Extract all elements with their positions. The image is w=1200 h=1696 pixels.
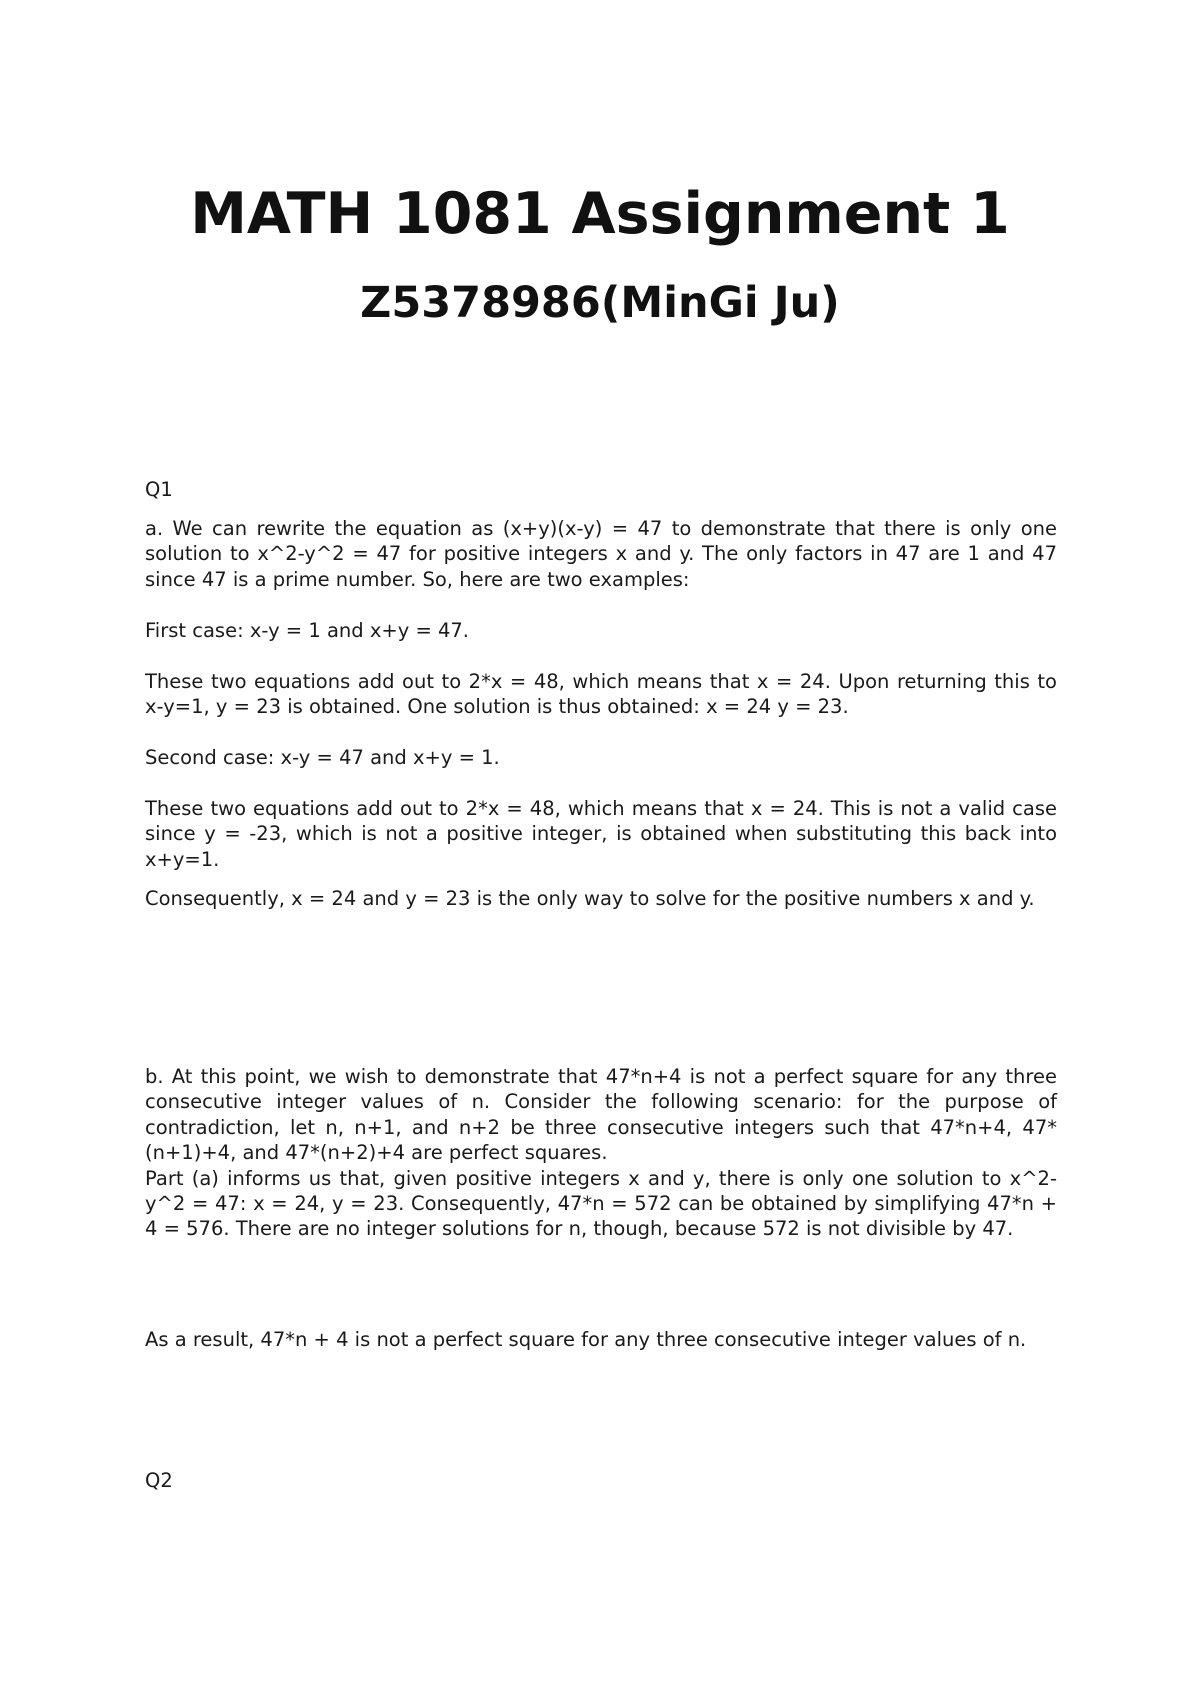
q1-heading-text: Q1	[145, 478, 173, 501]
q1-first-result-text: These two equations add out to 2*x = 48, which means that x = 24. Upon returning this to x-y=1, y = 23 is obtained. One solution is thus obtained: x = 24 y = 23.	[145, 670, 1057, 719]
q2-heading-text: Q2	[145, 1469, 173, 1492]
q1-part-b-line2: Part (a) informs us that, given positive integers x and y, there is only one solution to x^2-y^2 = 47: x = 24, y = 23. Consequently, 47*n = 572 can be obtained by simplifying 47*n + 4 = 576. There are no integer solutions for n, though, because 572 is not divisible by 47.	[145, 1166, 1057, 1241]
q1-first-result	[145, 669, 1057, 720]
q1-first-case	[145, 618, 1057, 643]
document-subtitle: Z5378986(MinGi Ju)	[360, 278, 840, 328]
q1-second-result	[145, 796, 1057, 872]
q1-part-b	[145, 1064, 1057, 1242]
document-title: MATH 1081 Assignment 1	[190, 181, 1010, 247]
q1-part-b-line1: b. At this point, we wish to demonstrate that 47*n+4 is not a perfect square for any three consecutive integer values of n. Consider the following scenario: for the purpose of contradiction, let n, n+1, and n+2 be three consecutive integers such that 47*n+4, 47*(n+1)+4, and 47*(n+2)+4 are perfect squares.	[145, 1065, 1057, 1165]
q1-conclusion-text: Consequently, x = 24 and y = 23 is the only way to solve for the positive numbers x and y.	[145, 887, 1035, 910]
q1-first-case-text: First case: x-y = 1 and x+y = 47.	[145, 619, 469, 642]
q1-conclusion	[145, 886, 1057, 911]
q1-second-result-text: These two equations add out to 2*x = 48, which means that x = 24. This is not a valid case since y = -23, which is not a positive integer, is obtained when substituting this back into x+y=1.	[145, 797, 1057, 871]
q1-heading	[145, 477, 1057, 502]
q1-part-b-result-text: As a result, 47*n + 4 is not a perfect square for any three consecutive integer values of n.	[145, 1328, 1027, 1351]
q2-heading	[145, 1468, 1057, 1493]
q1-second-case	[145, 745, 1057, 770]
q1-second-case-text: Second case: x-y = 47 and x+y = 1.	[145, 746, 500, 769]
q1-part-a-text: a. We can rewrite the equation as (x+y)(x-y) = 47 to demonstrate that there is only one solution to x^2-y^2 = 47 for positive integers x and y. The only factors in 47 are 1 and 47 since 47 is a prime number. So, here are two examples:	[145, 517, 1057, 591]
q1-part-a	[145, 516, 1057, 592]
q1-part-b-result	[145, 1327, 1057, 1352]
